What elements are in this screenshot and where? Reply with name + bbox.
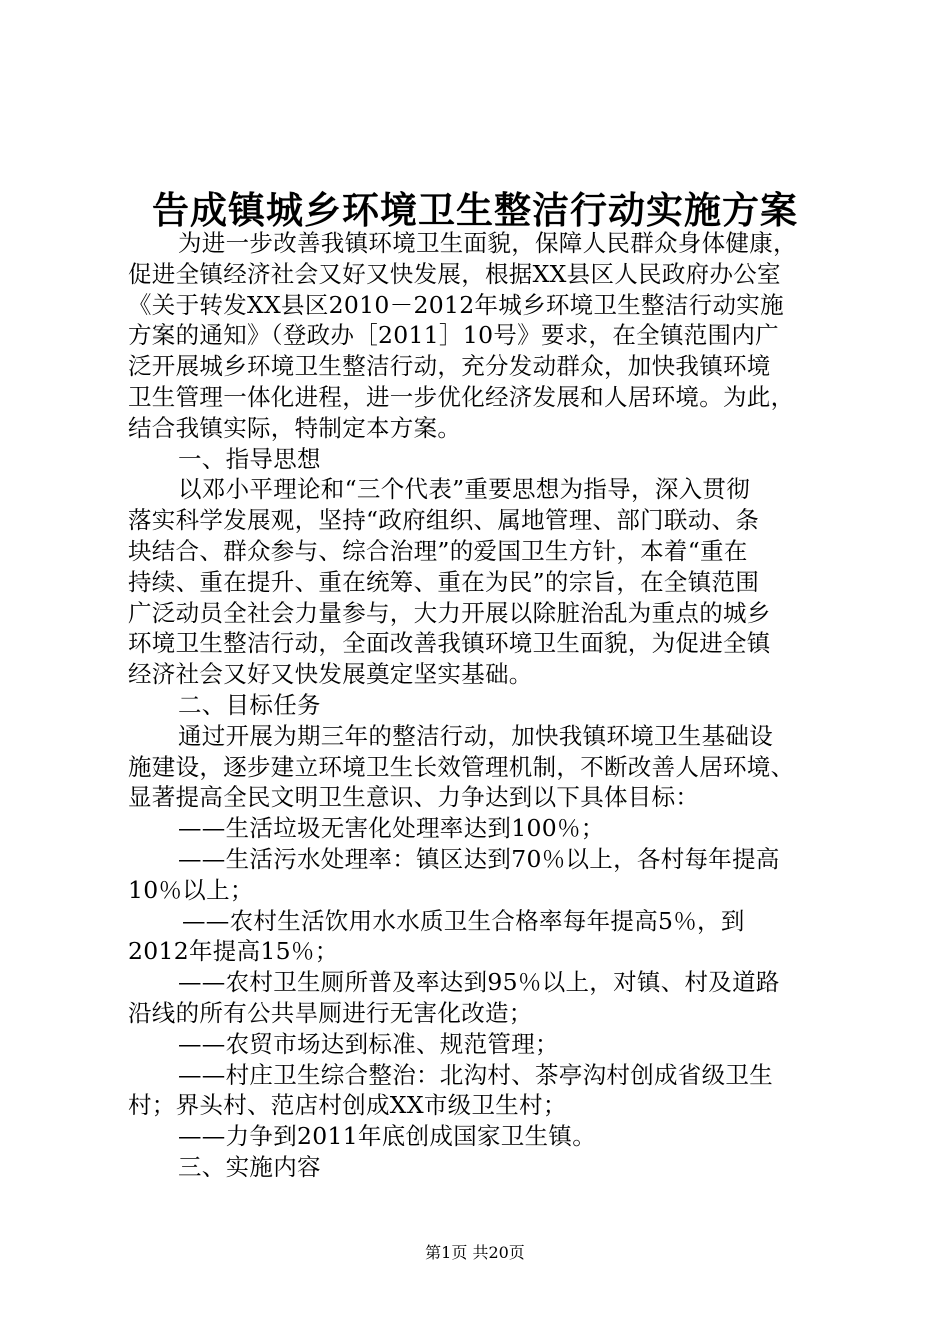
- list-item-continuation: 2012年提高15％；: [128, 937, 339, 966]
- section-heading: 二、目标任务: [178, 690, 321, 719]
- section-heading: 一、指导思想: [178, 444, 321, 473]
- paragraph-line: 以邓小平理论和“三个代表”重要思想为指导，深入贯彻: [178, 475, 751, 504]
- paragraph-line: 方案的通知》（登政办［2011］10号》要求，在全镇范围内广: [128, 321, 779, 350]
- paragraph-line: 卫生管理一体化进程，进一步优化经济发展和人居环境。为此，: [128, 382, 795, 411]
- list-item-continuation: 沿线的所有公共旱厕进行无害化改造；: [128, 998, 533, 1027]
- list-item: ——农村生活饮用水水质卫生合格率每年提高5％，到: [182, 906, 745, 935]
- list-item: ——农村卫生厕所普及率达到95％以上，对镇、村及道路: [178, 968, 780, 997]
- list-item-continuation: 10％以上；: [128, 875, 254, 904]
- paragraph-line: 广泛动员全社会力量参与，大力开展以除脏治乱为重点的城乡: [128, 598, 771, 627]
- paragraph-line: 为进一步改善我镇环境卫生面貌，保障人民群众身体健康，: [178, 229, 797, 257]
- paragraph-line: 施建设，逐步建立环境卫生长效管理机制，不断改善人居环境、: [128, 752, 795, 781]
- paragraph-line: 《关于转发XX县区2010－2012年城乡环境卫生整洁行动实施: [128, 290, 784, 319]
- paragraph-line: 经济社会又好又快发展奠定坚实基础。: [128, 660, 533, 689]
- paragraph-line: 显著提高全民文明卫生意识、力争达到以下具体目标：: [128, 783, 700, 812]
- paragraph-line: 持续、重在提升、重在统筹、重在为民”的宗旨，在全镇范围: [128, 567, 760, 596]
- document-title: 告成镇城乡环境卫生整洁行动实施方案: [152, 188, 798, 232]
- list-item: ——村庄卫生综合整治：北沟村、茶亭沟村创成省级卫生: [178, 1060, 773, 1089]
- list-item: ——生活垃圾无害化处理率达到100％；: [178, 814, 605, 843]
- paragraph-line: 落实科学发展观，坚持“政府组织、属地管理、部门联动、条: [128, 506, 760, 535]
- paragraph-line: 通过开展为期三年的整洁行动，加快我镇环境卫生基础设: [178, 721, 773, 750]
- paragraph-line: 促进全镇经济社会又好又快发展，根据XX县区人民政府办公室: [128, 259, 781, 288]
- list-item: ——农贸市场达到标准、规范管理；: [178, 1029, 559, 1058]
- list-item-continuation: 村；界头村、范店村创成XX市级卫生村；: [128, 1091, 567, 1120]
- list-item: ——力争到2011年底创成国家卫生镇。: [178, 1122, 597, 1151]
- page-footer: 第1页 共20页: [425, 1243, 525, 1262]
- paragraph-line: 环境卫生整洁行动，全面改善我镇环境卫生面貌，为促进全镇: [128, 629, 771, 658]
- paragraph-line: 结合我镇实际，特制定本方案。: [128, 413, 462, 442]
- paragraph-line: 块结合、群众参与、综合治理”的爱国卫生方针，本着“重在: [128, 536, 748, 565]
- paragraph-line: 泛开展城乡环境卫生整洁行动，充分发动群众，加快我镇环境: [128, 352, 771, 381]
- list-item: ——生活污水处理率：镇区达到70％以上，各村每年提高: [178, 844, 780, 873]
- document-body: [128, 228, 840, 1183]
- section-heading: 三、实施内容: [178, 1152, 321, 1181]
